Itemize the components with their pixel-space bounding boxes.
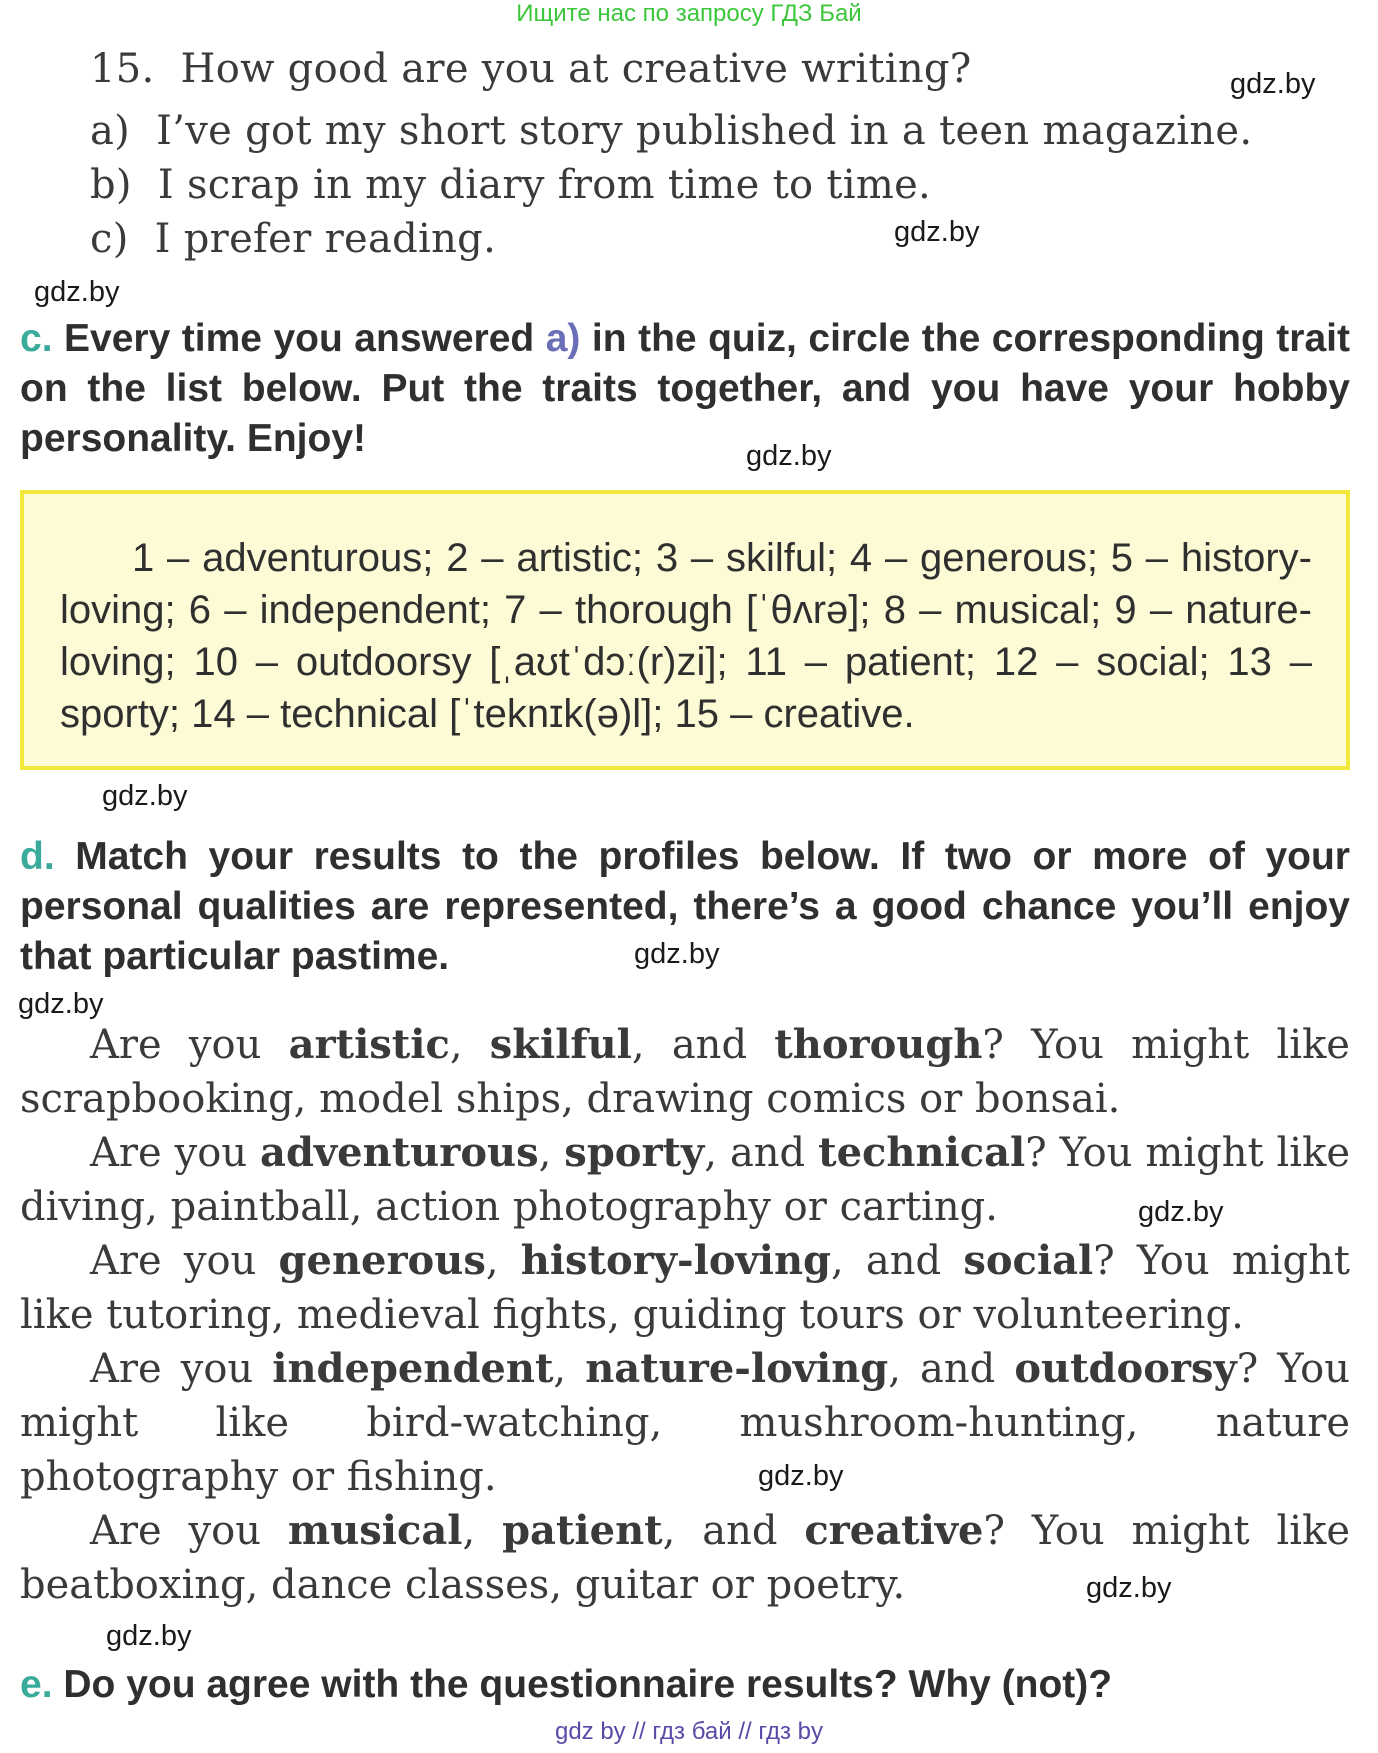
trait-term: nature-loving [585,1345,889,1392]
profile-paragraph: Are you artistic, skilful, and thorough? You might like scrapbooking, model ships, drawing comics or bonsai. [20,1021,1350,1122]
watermark: gdz.by [34,276,120,308]
task-letter: c. [20,317,53,360]
watermark: gdz.by [106,1620,192,1652]
profile-text: ? You might like beatboxing, dance classes, guitar or poetry. [20,1508,1350,1608]
trait-term: outdoorsy [1014,1345,1237,1392]
profile-text: ? You might like diving, paintball, action photography or carting. [20,1130,1350,1230]
profile-text: Are you [90,1022,262,1068]
trait-term: thorough [774,1021,983,1068]
profile-text: and [702,1508,778,1554]
profile-text: ? You might like tutoring, medieval fights, guiding tours or volunteering. [20,1238,1350,1338]
watermark: gdz.by [18,988,104,1020]
task-d [20,832,1350,982]
option-text: I’ve got my short story published in a teen magazine. [156,108,1253,154]
option-c [90,216,496,262]
traits-list: 1 – adventurous; 2 – artistic; 3 – skilful; 4 – generous; 5 – history-loving; 6 – independent; 7 – thorough [ˈθʌrə]; 8 – musical; 9 – nature-loving; 10 – outdoorsy [ˌaʊtˈdɔː(r)zi]; 11 – patient; 12 – social; 13 – sporty; 14 – technical [ˈteknɪk(ə)l]; 15 – creative. [60,536,1312,736]
task-c [20,314,1350,464]
profile-text: and [729,1130,806,1176]
option-b [90,162,931,208]
trait-term: creative [804,1507,984,1554]
option-letter: b) [90,162,132,208]
profile-text: Are you [90,1238,257,1284]
task-e [20,1660,1350,1710]
trait-term: sporty [564,1129,705,1176]
profile-text: Are you [90,1346,254,1392]
watermark: gdz.by [1086,1572,1172,1604]
task-accent: a) [545,317,581,360]
trait-term: generous [278,1237,486,1284]
watermark: gdz.by [1230,68,1316,100]
profile-paragraph: Are you generous, history-loving, and social? You might like tutoring, medieval fights, guiding tours or volunteering. [20,1237,1350,1338]
trait-term: patient [502,1507,663,1554]
watermark: gdz.by [1138,1196,1224,1228]
trait-term: musical [287,1507,463,1554]
profile-paragraph: Are you musical, patient, and creative? You might like beatboxing, dance classes, guitar or poetry. [20,1507,1350,1608]
profile-text: Are you [90,1508,261,1554]
trait-term: independent [272,1345,554,1392]
profile-text: ? You might like scrapbooking, model ships, drawing comics or bonsai. [20,1022,1350,1122]
profile-text: ? You might like bird-watching, mushroom-hunting, nature photography or fishing. [20,1346,1350,1500]
watermark: gdz.by [746,440,832,472]
profile-text: Are you [90,1130,248,1176]
option-text: I scrap in my diary from time to time. [157,162,932,208]
task-text: Every time you answered [64,317,535,360]
task-text: Match your results to the profiles below. If two or more of your personal qualities are represented, there’s a good chance you’ll enjoy that particular pastime. [20,835,1350,978]
watermark: gdz.by [102,780,188,812]
question-text: How good are you at creative writing? [180,46,972,92]
profile-text: and [920,1346,996,1392]
footer: gdz by // гдз бай // гдз by [554,1718,824,1745]
task-text: Do you agree with the questionnaire results? Why (not)? [63,1663,1113,1706]
question-title [90,46,972,92]
trait-term: social [963,1237,1094,1284]
profile-paragraph: Are you independent, nature-loving, and outdoorsy? You might like bird-watching, mushroom-hunting, nature photography or fishing. [20,1345,1350,1500]
trait-term: skilful [489,1021,632,1068]
traits-box [20,490,1350,770]
question-number: 15. [90,46,155,92]
top-banner: Ищите нас по запросу ГДЗ Бай [516,0,862,27]
option-letter: a) [90,108,131,154]
profile-text: and [865,1238,942,1284]
option-letter: c) [90,216,129,262]
trait-term: artistic [288,1021,450,1068]
profile-text: and [671,1022,748,1068]
task-letter: e. [20,1663,53,1706]
trait-term: technical [818,1129,1026,1176]
option-text: I prefer reading. [154,216,497,262]
profile-paragraph: Are you adventurous, sporty, and technical? You might like diving, paintball, action photography or carting. [20,1129,1350,1230]
trait-term: history-loving [520,1237,831,1284]
trait-term: adventurous [260,1129,539,1176]
watermark: gdz.by [894,216,980,248]
task-text: in the quiz, circle the corresponding trait on the list below. Put the traits together, and you have your hobby personality. Enjoy! [20,317,1350,460]
watermark: gdz.by [634,938,720,970]
task-letter: d. [20,835,55,878]
watermark: gdz.by [758,1460,844,1492]
option-a [90,108,1252,154]
